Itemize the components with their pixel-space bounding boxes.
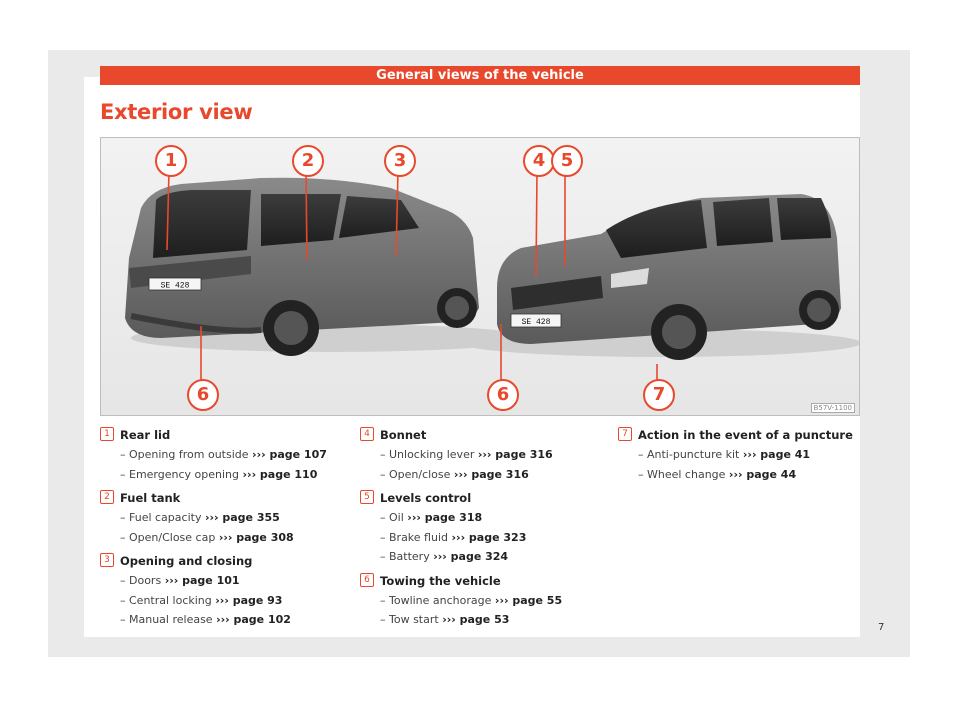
legend-item-5 xyxy=(360,489,600,567)
legend-item-3 xyxy=(100,552,340,630)
item-title: Rear lid xyxy=(120,428,171,442)
page-reference[interactable]: ››› page 316 xyxy=(477,448,553,461)
callout-5: 5 xyxy=(551,145,583,177)
page-reference[interactable]: ››› page 102 xyxy=(216,613,291,626)
section-title: Exterior view xyxy=(100,100,253,124)
vehicle-illustration xyxy=(101,138,860,416)
callout-3: 3 xyxy=(384,145,416,177)
page-reference[interactable]: ››› page 318 xyxy=(407,511,483,524)
item-sub: – Battery ››› page 324 xyxy=(380,550,509,563)
callout-7: 7 xyxy=(643,379,675,411)
item-sub: – Open/close ››› page 316 xyxy=(380,467,529,481)
callout-1: 1 xyxy=(155,145,187,177)
item-sub: – Brake fluid ››› page 323 xyxy=(380,530,527,544)
item-title: Levels control xyxy=(380,491,472,505)
item-title: Towing the vehicle xyxy=(380,573,501,588)
front-plate-text: SE 428 xyxy=(521,318,551,327)
callout-6-rear: 6 xyxy=(187,379,219,411)
item-title: Action in the event of a puncture xyxy=(638,428,853,442)
item-sub: – Opening from outside ››› page 107 xyxy=(120,448,327,461)
legend-column-2 xyxy=(360,426,600,635)
legend-item-2 xyxy=(100,489,340,547)
page-reference[interactable]: ››› page 316 xyxy=(453,467,529,481)
item-number-box: 4 xyxy=(360,427,374,441)
item-number-box: 2 xyxy=(100,490,114,504)
legend-column-3 xyxy=(618,426,858,489)
figure-code: B57V-1100 xyxy=(811,403,855,413)
page-reference[interactable]: ››› page 93 xyxy=(215,593,283,607)
legend-item-7 xyxy=(618,426,858,484)
callout-4: 4 xyxy=(523,145,555,177)
callout-2: 2 xyxy=(292,145,324,177)
page-reference[interactable]: ››› page 101 xyxy=(164,574,240,587)
legend-column-1 xyxy=(100,426,340,635)
item-sub: – Anti-puncture kit ››› page 41 xyxy=(638,448,811,461)
item-number-box: 1 xyxy=(100,427,114,441)
item-number-box: 6 xyxy=(360,573,374,587)
item-sub: – Tow start ››› page 53 xyxy=(380,613,510,626)
item-sub: – Fuel capacity ››› page 355 xyxy=(120,511,280,524)
item-sub: – Open/Close cap ››› page 308 xyxy=(120,530,294,544)
item-sub: – Emergency opening ››› page 110 xyxy=(120,467,318,481)
item-title: Fuel tank xyxy=(120,491,181,505)
page-reference[interactable]: ››› page 107 xyxy=(252,448,327,461)
item-sub: – Towline anchorage ››› page 55 xyxy=(380,593,563,607)
item-title: Opening and closing xyxy=(120,554,253,568)
item-number-box: 5 xyxy=(360,490,374,504)
page-reference[interactable]: ››› page 53 xyxy=(442,613,510,626)
page-reference[interactable]: ››› page 55 xyxy=(494,593,563,607)
page-reference[interactable]: ››› page 41 xyxy=(742,448,811,461)
item-sub: – Wheel change ››› page 44 xyxy=(638,467,797,481)
item-sub: – Oil ››› page 318 xyxy=(380,511,483,524)
page-reference[interactable]: ››› page 324 xyxy=(433,550,509,563)
item-sub: – Manual release ››› page 102 xyxy=(120,613,291,626)
item-number-box: 3 xyxy=(100,553,114,567)
item-sub: – Doors ››› page 101 xyxy=(120,574,240,587)
rear-plate-text: SE 428 xyxy=(160,281,190,291)
item-sub: – Central locking ››› page 93 xyxy=(120,593,283,607)
legend-item-1 xyxy=(100,426,340,484)
page-reference[interactable]: ››› page 355 xyxy=(204,511,280,524)
item-title: Bonnet xyxy=(380,428,427,442)
item-sub: – Unlocking lever ››› page 316 xyxy=(380,448,553,461)
item-number-box: 7 xyxy=(618,427,632,441)
callout-6-front: 6 xyxy=(487,379,519,411)
page-reference[interactable]: ››› page 44 xyxy=(728,467,797,481)
page-reference[interactable]: ››› page 110 xyxy=(242,467,318,481)
legend-item-6 xyxy=(360,572,600,630)
page-reference[interactable]: ››› page 323 xyxy=(451,530,527,544)
vehicle-figure xyxy=(100,137,860,416)
page-reference[interactable]: ››› page 308 xyxy=(218,530,294,544)
legend-item-4 xyxy=(360,426,600,484)
chapter-header: General views of the vehicle xyxy=(100,66,860,85)
page-number: 7 xyxy=(878,622,885,633)
